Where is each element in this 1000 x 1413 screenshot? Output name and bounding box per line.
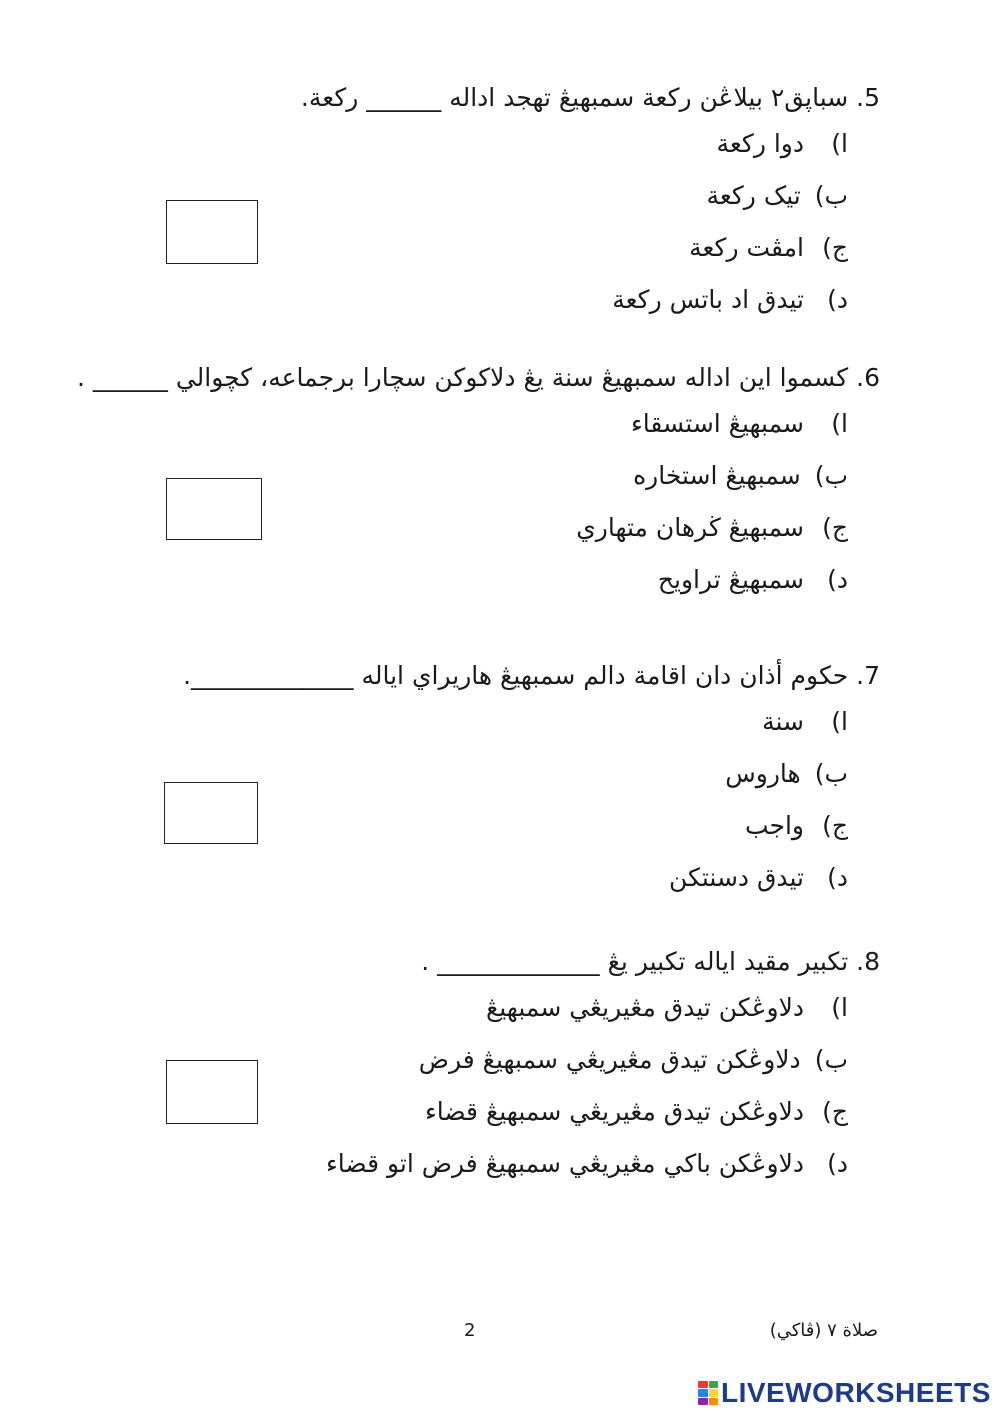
question-stem: 5. سباپق٢ بيلاڠن رکعة سمبهيڠ تهجد اداله ______ رکعة. [300, 83, 880, 112]
option-text: واجب [744, 811, 804, 840]
option-text: دلاوڠکن تيدق مڠيريڠي سمبهيڠ فرض [418, 1045, 801, 1074]
option-letter: ا) [831, 129, 848, 158]
option-letter: د) [827, 1149, 848, 1178]
option-text: تيدق دسنتکن [669, 863, 804, 892]
option-text: سمبهيڠ تراويح [657, 565, 804, 594]
option-a[interactable] [100, 988, 880, 1040]
answer-box-q5[interactable] [166, 200, 258, 264]
option-a[interactable] [100, 124, 880, 176]
answer-box-q7[interactable] [164, 782, 258, 844]
option-text: دلاوڠکن تيدق مڠيريڠي سمبهيڠ قضاء [425, 1097, 804, 1126]
option-letter: ب) [814, 1045, 848, 1074]
option-text: تيک رکعة [706, 181, 801, 210]
option-text: سنة [762, 707, 804, 736]
option-text: دوا رکعة [716, 129, 804, 158]
question-stem: 8. تکبير مقيد اياله تکبير يڠ _____________ . [421, 947, 880, 976]
option-a[interactable] [100, 404, 880, 456]
option-d[interactable] [100, 280, 880, 332]
option-letter: د) [827, 863, 848, 892]
option-letter: د) [827, 285, 848, 314]
liveworksheets-logo[interactable] [698, 1378, 991, 1408]
option-d[interactable] [100, 1144, 880, 1196]
option-letter: ا) [831, 707, 848, 736]
option-letter: ا) [831, 993, 848, 1022]
option-text: سمبهيڠ استخاره [633, 461, 801, 490]
option-letter: ج) [822, 513, 848, 542]
answer-box-q8[interactable] [166, 1060, 258, 1124]
option-letter: ا) [831, 409, 848, 438]
question-stem: 7. حکوم أذان دان اقامة دالم سمبهيڠ هاريراي اياله _____________. [183, 661, 880, 690]
option-letter: د) [827, 565, 848, 594]
option-letter: ب) [814, 461, 848, 490]
option-text: هاروس [725, 759, 801, 788]
option-a[interactable] [100, 702, 880, 754]
option-letter: ج) [822, 233, 848, 262]
option-letter: ج) [822, 811, 848, 840]
footer-title: صلاة ٧ (ڤاکي) [769, 1320, 878, 1341]
brand-text: LIVEWORKSHEETS [721, 1377, 991, 1408]
option-letter: ب) [814, 181, 848, 210]
option-text: امڤت رکعة [689, 233, 804, 262]
option-text: دلاوڠکن باکي مڠيريڠي سمبهيڠ فرض اتو قضاء [326, 1149, 804, 1178]
option-d[interactable] [100, 858, 880, 910]
option-d[interactable] [100, 560, 880, 612]
option-text: دلاوڠکن تيدق مڠيريڠي سمبهيڠ [485, 993, 804, 1022]
option-text: سمبهيڠ ڬرهان متهاري [576, 513, 804, 542]
page-number: 2 [464, 1320, 476, 1341]
option-letter: ج) [822, 1097, 848, 1126]
brand-blocks-icon [698, 1381, 718, 1405]
question-stem: 6. کسموا اين اداله سمبهيڠ سنة يڠ دلاکوکن سچارا برجماعه، کچوالي ______ . [76, 363, 880, 392]
answer-box-q6[interactable] [166, 478, 262, 540]
option-text: سمبهيڠ استسقاء [630, 409, 804, 438]
option-text: تيدق اد باتس رکعة [612, 285, 804, 314]
option-letter: ب) [814, 759, 848, 788]
